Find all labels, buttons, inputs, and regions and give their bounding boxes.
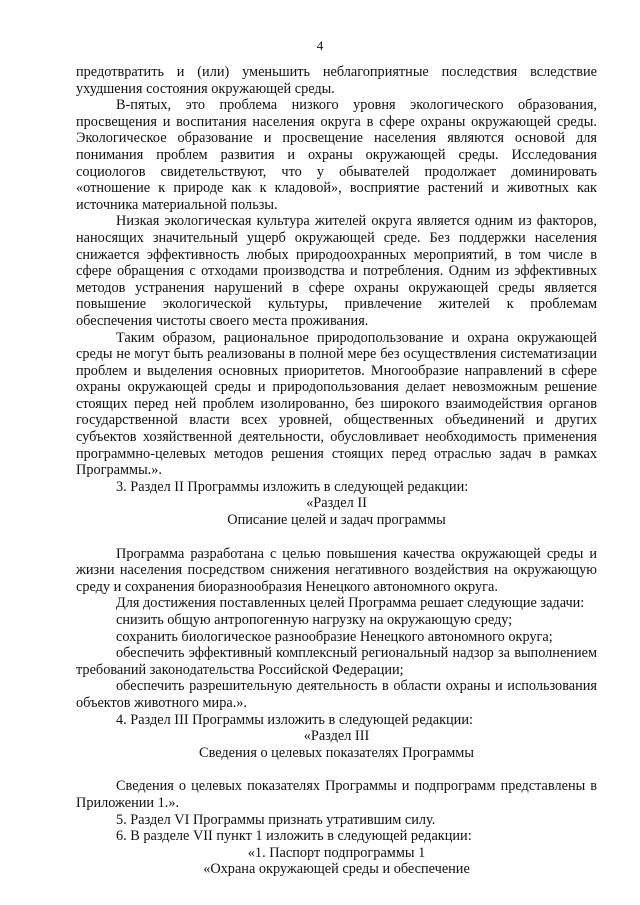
item-3: 3. Раздел II Программы изложить в следующей редакции: xyxy=(116,478,469,495)
section-2-task: сохранить биологическое разнообразие Ненецкого автономного округа; xyxy=(116,628,553,645)
page-number: 4 xyxy=(316,38,324,53)
section-3-heading: «Раздел III xyxy=(303,728,370,745)
section-2-intro: Программа разработана с целью повышения качества окружающей среды и жизни населения посредством снижения негативного воздействия на окружающую среду и сохранения биоразнообразия Ненецкого автономного округа. xyxy=(76,545,597,595)
section-2-task: обеспечить эффективный комплексный региональный надзор за выполнением требований законодательства Российской Федерации; xyxy=(76,645,597,678)
document-body xyxy=(76,64,597,878)
paragraph-conclusion: Таким образом, рациональное природопользование и охрана окружающей среды не могут быть реализованы в полной мере без осуществления систематизации проблем и выделения основных приоритетов. Многообразие направлений в сфере охраны окружающей среды и природопользования делает невозможным решение стоящих перед ней проблем изолированно, без широкого взаимодействия органов государственной власти всех уровней, общественных объединений и других субъектов хозяйственной деятельности, обусловливает необходимость применения программно-целевых методов решения стоящих перед отраслью задач в рамках Программы.». xyxy=(76,329,597,479)
paragraph-continuation: предотвратить и (или) уменьшить неблагоприятные последствия вследствие ухудшения состояния окружающей среды. xyxy=(76,64,597,97)
item-5: 5. Раздел VI Программы признать утратившим силу. xyxy=(116,811,436,828)
subprogram-passport-title: «Охрана окружающей среды и обеспечение xyxy=(203,861,470,878)
paragraph-ecological-education: В-пятых, это проблема низкого уровня экологического образования, просвещения и воспитания населения округа в сфере охраны окружающей среды. Экологическое образование и просвещение населения являются основой для понимания проблем развития и охраны окружающей среды. Исследования социологов свидетельствуют, что у обывателей продолжает доминировать «отношение к природе как к кладовой», восприятие растений и животных как источника материальной пользы. xyxy=(76,97,597,213)
section-2-task: снизить общую антропогенную нагрузку на окружающую среду; xyxy=(116,612,513,628)
section-3-title: Сведения о целевых показателях Программы xyxy=(199,744,474,761)
section-2-title: Описание целей и задач программы xyxy=(227,512,446,529)
item-4: 4. Раздел III Программы изложить в следующей редакции: xyxy=(116,711,473,728)
item-6: 6. В разделе VII пункт 1 изложить в следующей редакции: xyxy=(116,828,472,845)
section-2-heading: «Раздел II xyxy=(306,495,367,512)
section-3-text: Сведения о целевых показателях Программы и подпрограмм представлены в Приложении 1.». xyxy=(76,778,597,811)
section-2-tasks-lead: Для достижения поставленных целей Программа решает следующие задачи: xyxy=(116,595,585,612)
section-2-task: обеспечить разрешительную деятельность в области охраны и использования объектов животного мира.». xyxy=(76,678,597,711)
paragraph-ecological-culture: Низкая экологическая культура жителей округа является одним из факторов, наносящих значительный ущерб окружающей среде. Без поддержки населения снижается эффективность любых природоохранных мероприятий, в том числе в сфере обращения с отходами производства и потребления. Одним из эффективных методов устранения нарушений в сфере охраны окружающей среды является повышение экологической культуры, привлечение жителей к проблемам обеспечения чистоты своего места проживания. xyxy=(76,213,597,329)
subprogram-passport-heading: «1. Паспорт подпрограммы 1 xyxy=(247,844,426,861)
